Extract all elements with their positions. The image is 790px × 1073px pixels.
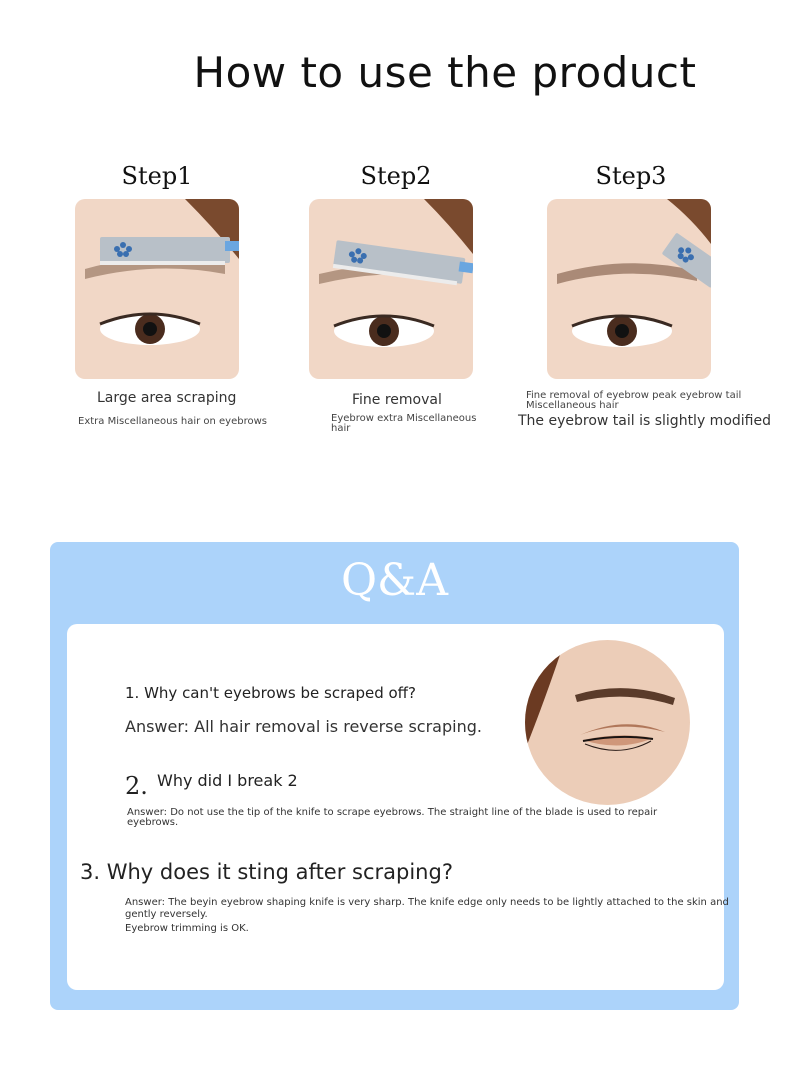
answer-3: Answer: The beyin eyebrow shaping knife is very sharp. The knife edge only needs to be lightly attached to the skin and gently reversely.	[125, 897, 729, 920]
eye-makeup-photo	[525, 640, 690, 805]
step2-subcaption: Eyebrow extra Miscellaneous hair	[331, 413, 477, 434]
step3-caption: Fine removal of eyebrow peak eyebrow tail Miscellaneous hair	[526, 390, 742, 411]
question-3: 3. Why does it sting after scraping?	[80, 860, 453, 884]
answer-3-continued: Eyebrow trimming is OK.	[125, 923, 249, 934]
question-2: Why did I break 2	[157, 771, 298, 790]
question-2-number: 2.	[125, 772, 148, 800]
step1-heading: Step1	[121, 162, 193, 190]
step3-heading: Step3	[595, 162, 667, 190]
step1-subcaption: Extra Miscellaneous hair on eyebrows	[78, 416, 267, 427]
answer-2: Answer: Do not use the tip of the knife to scrape eyebrows. The straight line of the blade is used to repair eyebrows.	[127, 807, 658, 828]
step2-photo	[309, 199, 473, 379]
step1-photo	[75, 199, 239, 379]
step3-subcaption: The eyebrow tail is slightly modified	[518, 413, 771, 429]
step1-caption: Large area scraping	[97, 390, 237, 406]
step2-caption: Fine removal	[352, 392, 442, 408]
page-title: How to use the product	[193, 48, 697, 97]
answer-1: Answer: All hair removal is reverse scraping.	[125, 717, 482, 736]
question-1: 1. Why can't eyebrows be scraped off?	[125, 684, 416, 702]
qa-title: Q&A	[340, 555, 448, 606]
step3-photo	[547, 199, 711, 379]
step2-heading: Step2	[360, 162, 432, 190]
